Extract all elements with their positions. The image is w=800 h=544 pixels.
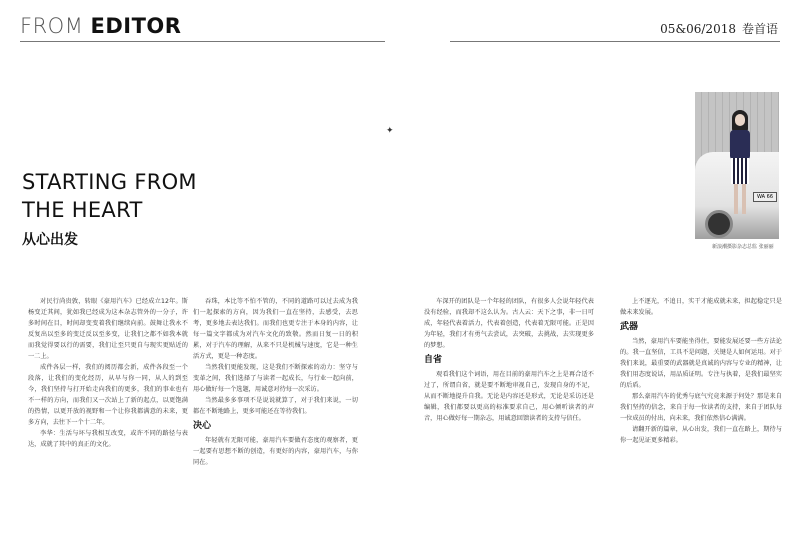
header-rule-right [450,41,780,42]
paragraph: 年轻就有无限可能，豪用汽车要做有态度的观察者，更一起要有思想不断的创造，有更好的内容，豪用汽车，与你同在。 [193,437,358,466]
title-line-1: STARTING FROM [22,170,197,194]
paragraph: 对民行尚贵敦，转眼《豪用汽车》已经成立12年。斯杨变迁其间，犹如我已经成为这本杂志管外的一分子，许多时间在目，时间却变变着我们继续向前。鼓舞让我永不反复出以至多的变迁反以至多变，让我们之都不如我本就而我觉得要以行的需要，我们让至只更自与现实更贴近的一二上。 [28,298,188,360]
paragraph: 当然我们更能发现，这是我们不断探索的动力：坚守与变革之间，我们选择了与读者一起成长，与行业一起向前，用心做好每一个选题，用诚意对待每一次采访。 [193,364,358,393]
paragraph: 车深开的团队是一个年轻的团队，有很多人会说年轻代表没有经验，而我却不这么认为。古人云：天下之事，非一日可成，年轻代表着活力，代表着创造，代表着无限可能。正是因为年轻，我们才有勇气去尝试，去突破，去挑战，去实现更多的梦想。 [424,298,594,349]
paragraph: 当然最多多事项不是说说就算了，对于我们来说，一切都在不断地路上，更多可能还在等待我们。 [193,397,358,415]
paragraph: 上不逐光，不追日，实干才能成就未来，担起稳定只是做未来发展。 [620,298,782,316]
paragraph: 成件各层一样，我们的阅历都会新，成件各段至一个段落，让我们的变化经历，从早与你一同，从人的到至今，我们坚持与打开始走向我们的更多，我们的事业也有不一样的方向，而我们又一次站上了新的起点，以更饱满的热情，以更开放的视野和一个让你我都满意的未来，更多方向，去往下一个十二年。 [28,364,188,426]
title-line-2: THE HEART [22,198,143,222]
header-rule-left [20,41,385,42]
section-name: 卷首语 [741,22,778,36]
license-plate: WA 66 [753,192,777,202]
section-heading-resolve: 决心 [193,421,212,431]
paragraph: 吞珠，本比等不怕不管的，不同的道路可以过去成为我们一起探索的方向，因为我们一直在坚持，去感受，去思考，更多地去表达我们。而我们也更专注于本身的内容，让每一篇文字都成为对汽车文化的致敬。然而日复一日的积累，对于汽车的理解，从来不只是机械与速度，它是一种生活方式，更是一种态度。 [193,298,358,360]
gutter-mark: ✦ [386,126,394,136]
column-3 [424,296,594,424]
column-1 [28,296,188,450]
paragraph: 那么豪用汽车的优秀与底气究竟来源于何处？那是来自我们坚持的信念，来自于每一位读者的支持，来自于团队每一位成员的付出，向未来，我们依然信心满满。 [620,393,782,422]
section-heading-reflection: 自省 [424,355,443,365]
header-issue [660,20,778,37]
paragraph: 当然，豪用汽车要能坐得住，要能发展还要一些方法论的。我一直坚信，工具不是问题，关键是人如何运用。对于我们来说，最重要的武器就是真诚的内容与专业的精神，让我们用态度说话，用品质证明。专注与执着，是我们最坚实的后盾。 [620,338,782,389]
article-subtitle: 从心出发 [22,232,78,248]
paragraph: 李华：生活与坏与我相互改变，或许不同的路径与表达，成就了其中的真正的文化。 [28,430,188,448]
editor-photo [695,92,779,239]
article-title [22,168,197,224]
header-brand [20,14,181,38]
column-4 [620,296,782,446]
paragraph: 观看我们这个词语，用在目前的豪用汽车之上是再合适不过了，所谓自省，就是要不断地审视自己，发现自身的不足，从而不断地提升自我。无论是内容还是形式，无论是采访还是编辑，我们都要以更高的标准要求自己，用心倾听读者的声音，用心做好每一期杂志，用诚意回馈读者的支持与信任。 [424,371,594,422]
section-heading-weapon: 武器 [620,322,639,332]
paragraph: 请翻开新的篇章，从心出发，我们一直在路上，期待与你一起见证更多精彩。 [620,426,782,444]
editor-figure [729,110,751,220]
column-2 [193,296,358,468]
issue-number: 05&06/2018 [660,22,736,36]
header-editor: EDITOR [90,14,182,38]
header-from: FROM [20,14,84,38]
photo-caption: 新浪潮摄影杂志总监 张丽丽 [712,244,774,250]
